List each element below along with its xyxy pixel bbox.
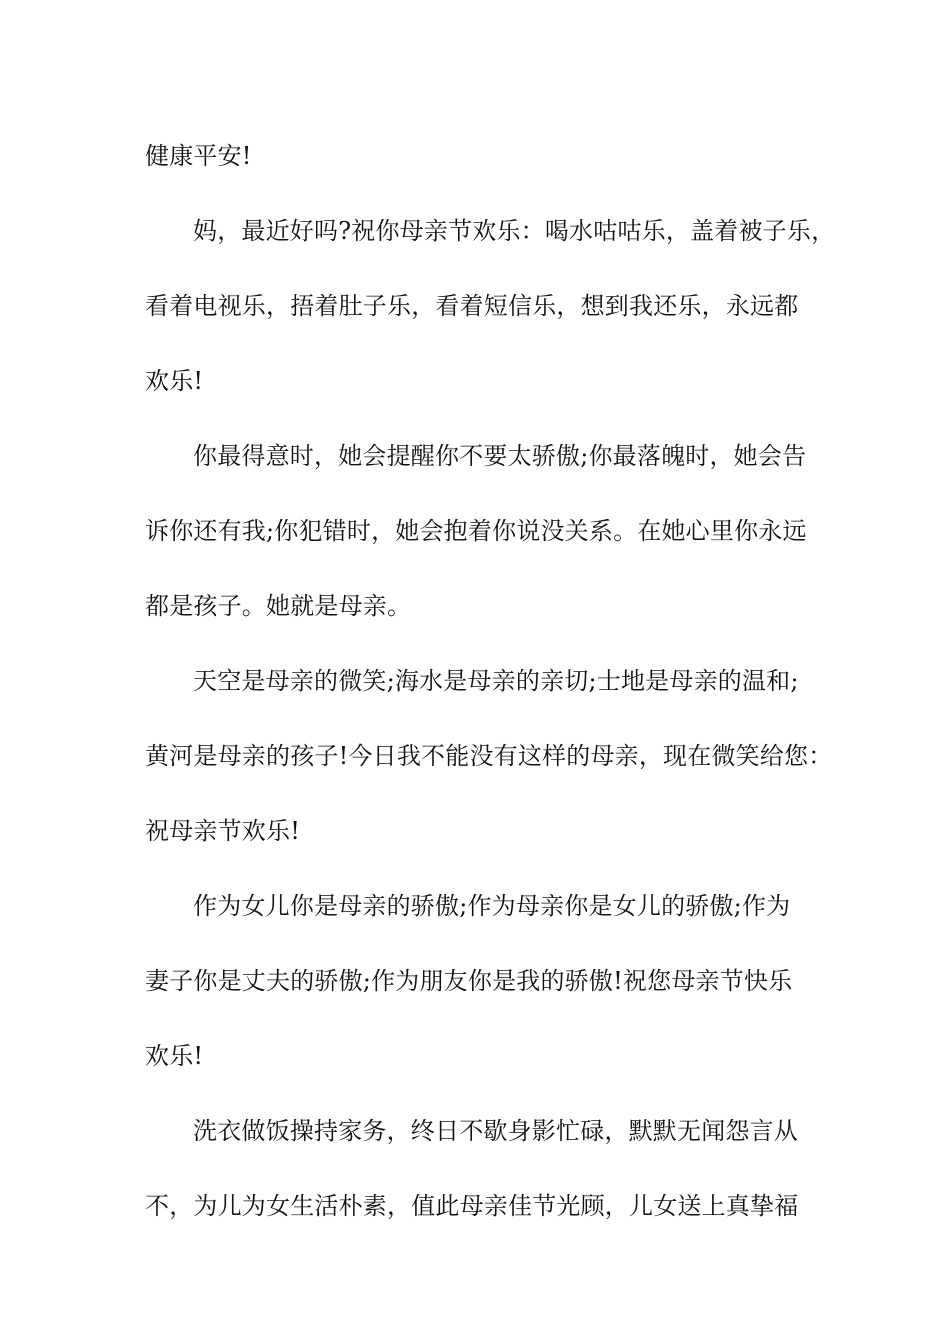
text-line: 祝母亲节欢乐! (145, 817, 301, 845)
text-line: 不，为儿为女生活朴素，值此母亲佳节光顾，儿女送上真挚福 (145, 1192, 799, 1220)
text-line: 黄河是母亲的孩子!今日我不能没有这样的母亲，现在微笑给您： (145, 742, 833, 770)
text-line: 都是孩子。她就是母亲。 (145, 592, 412, 620)
text-line: 诉你还有我;你犯错时，她会抱着你说没关系。在她心里你永远 (145, 517, 807, 545)
paragraph-first-line: 天空是母亲的微笑;海水是母亲的亲切;士地是母亲的温和; (193, 667, 799, 695)
paragraph-first-line: 妈，最近好吗?祝你母亲节欢乐：喝水咕咕乐，盖着被子乐， (193, 217, 836, 245)
text-line: 健康平安! (145, 142, 252, 170)
paragraph-first-line: 洗衣做饭操持家务，终日不歇身影忙碌，默默无闻怨言从 (193, 1117, 798, 1145)
text-line: 欢乐! (145, 1042, 204, 1070)
paragraph-first-line: 你最得意时，她会提醒你不要太骄傲;你最落魄时，她会告 (193, 442, 807, 470)
paragraph-first-line: 作为女儿你是母亲的骄傲;作为母亲你是女儿的骄傲;作为 (193, 892, 791, 920)
text-line: 欢乐! (145, 367, 204, 395)
text-line: 看着电视乐，捂着肚子乐，看着短信乐，想到我还乐，永远都 (145, 292, 799, 320)
text-line: 妻子你是丈夫的骄傲;作为朋友你是我的骄傲!祝您母亲节快乐 (145, 967, 793, 995)
